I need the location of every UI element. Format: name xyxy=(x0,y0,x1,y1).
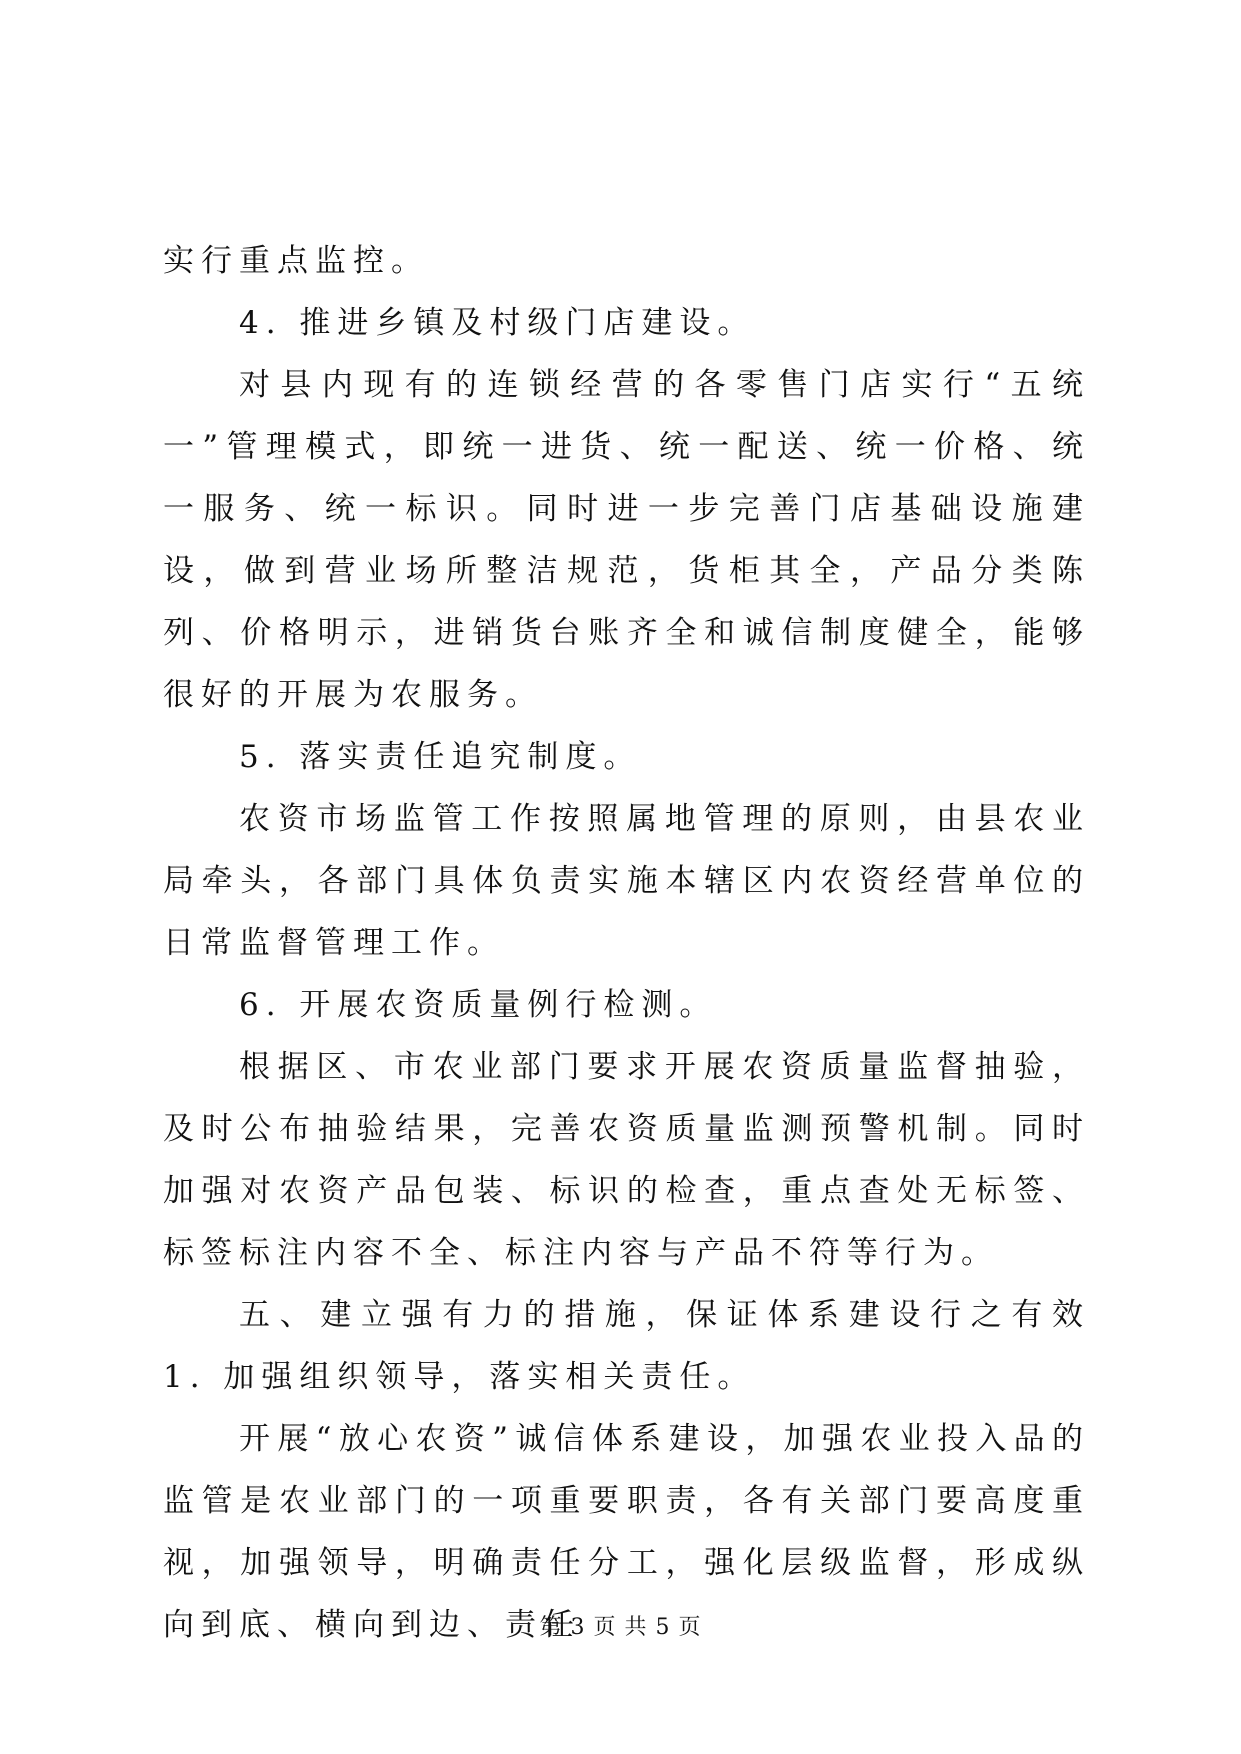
heading-item-5: 5. 落实责任追究制度。 xyxy=(239,739,642,775)
heading-item-6: 6. 开展农资质量例行检测。 xyxy=(239,987,718,1023)
paragraph-market-supervision: 农资市场监管工作按照属地管理的原则，由县农业局牵头，各部门具体负责实施本辖区内农资经营单位的日常监督管理工作。 xyxy=(163,801,1090,961)
document-body xyxy=(163,230,1090,1656)
page-number-footer: 第 3 页 共 5 页 xyxy=(539,1615,702,1640)
heading-section-5: 五、建立强有力的措施，保证体系建设行之有效 1. 加强组织领导，落实相关责任。 xyxy=(163,1297,1090,1395)
paragraph-continuation: 实行重点监控。 xyxy=(163,243,429,279)
paragraph-integrity-system: 开展“放心农资”诚信体系建设，加强农业投入品的监管是农业部门的一项重要职责，各有关部门要高度重视，加强领导，明确责任分工，强化层级监督，形成纵向到底、横向到边、责任 xyxy=(163,1421,1090,1643)
paragraph-quality-testing: 根据区、市农业部门要求开展农资质量监督抽验，及时公布抽验结果，完善农资质量监测预警机制。同时加强对农资产品包装、标识的检查，重点查处无标签、标签标注内容不全、标注内容与产品不符等行为。 xyxy=(163,1049,1090,1271)
heading-item-4: 4. 推进乡镇及村级门店建设。 xyxy=(239,305,756,341)
paragraph-store-management: 对县内现有的连锁经营的各零售门店实行“五统一”管理模式，即统一进货、统一配送、统一价格、统一服务、统一标识。同时进一步完善门店基础设施建设，做到营业场所整洁规范，货柜其全，产品分类陈列、价格明示，进销货台账齐全和诚信制度健全，能够很好的开展为农服务。 xyxy=(163,367,1090,713)
